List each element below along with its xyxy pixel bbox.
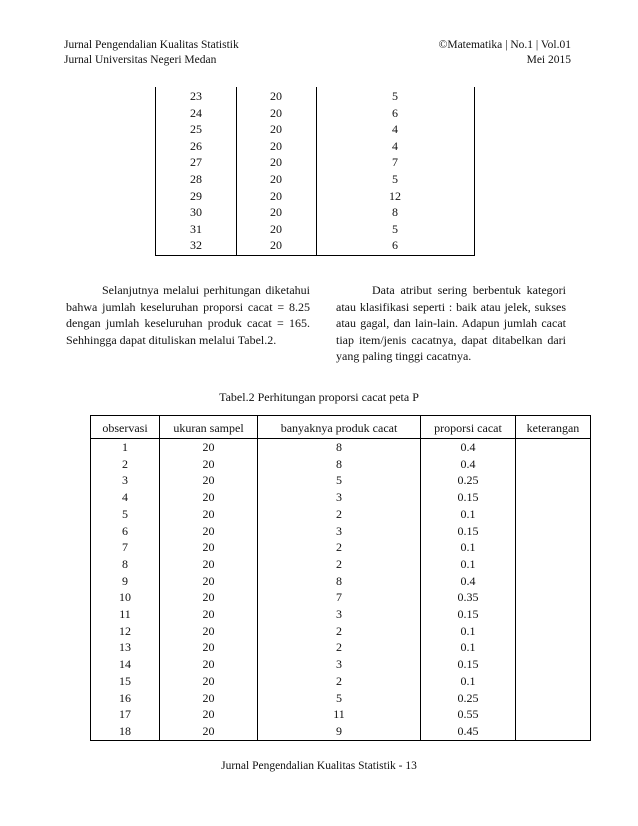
table-cell: 0.4 — [421, 439, 516, 456]
table-cell: 20 — [160, 539, 258, 556]
table-cell: 20 — [270, 89, 282, 103]
table-cell: 20 — [270, 205, 282, 220]
table-row — [91, 556, 591, 573]
table-cell: 13 — [91, 639, 160, 656]
table-row — [156, 88, 474, 105]
table-cell: 5 — [258, 472, 421, 489]
table-cell: 2 — [258, 556, 421, 573]
table-cell: 5 — [258, 690, 421, 707]
table-cell: 15 — [91, 673, 160, 690]
remark-cell — [516, 690, 591, 707]
remark-cell — [516, 439, 591, 456]
table-cell: 32 — [190, 238, 202, 253]
left-column-text — [66, 282, 310, 348]
paragraph: Data atribut sering berbentuk kategori atau klasifikasi seperti : baik atau jelek, sukses atau gagal, dan lain-lain. Adapun jumlah cacat tiap item/jenis cacatnya, dapat ditabelkan dari yang paling tinggi cacatnya. — [336, 283, 566, 364]
table-cell: 20 — [160, 706, 258, 723]
table-row — [156, 138, 474, 155]
column-header: observasi — [91, 416, 160, 439]
table-cell: 20 — [160, 606, 258, 623]
table-cell: 12 — [389, 188, 401, 203]
remark-cell — [516, 456, 591, 473]
remark-cell — [516, 506, 591, 523]
table-cell: 28 — [190, 172, 202, 186]
remark-cell — [516, 606, 591, 623]
table-cell: 20 — [270, 238, 282, 253]
table-cell: 0.25 — [421, 690, 516, 707]
table-cell: 4 — [392, 122, 398, 137]
table-cell: 0.1 — [421, 539, 516, 556]
table-cell: 20 — [270, 138, 282, 153]
table-row — [156, 121, 474, 138]
table-cell: 20 — [270, 155, 282, 170]
table-cell: 9 — [91, 573, 160, 590]
table-cell: 20 — [160, 723, 258, 740]
table-cell: 20 — [160, 573, 258, 590]
table-row — [91, 439, 591, 456]
column-header: ukuran sampel — [160, 416, 258, 439]
table-row — [156, 221, 474, 238]
table-row — [91, 506, 591, 523]
table-row — [91, 623, 591, 640]
table-cell: 6 — [392, 238, 398, 253]
table-cell: 20 — [160, 439, 258, 456]
table-cell: 7 — [392, 155, 398, 170]
remark-cell — [516, 523, 591, 540]
remark-cell — [516, 539, 591, 556]
table-cell: 1 — [91, 439, 160, 456]
table-row — [91, 472, 591, 489]
table-cell: 20 — [160, 639, 258, 656]
table-row — [91, 589, 591, 606]
table-cell: 8 — [258, 456, 421, 473]
remark-cell — [516, 589, 591, 606]
table-cell: 6 — [392, 105, 398, 120]
defect-table-continuation — [155, 87, 475, 256]
table-cell: 0.55 — [421, 706, 516, 723]
table-cell: 8 — [91, 556, 160, 573]
table-cell: 7 — [91, 539, 160, 556]
table-cell: 5 — [392, 89, 398, 103]
remark-cell — [516, 723, 591, 740]
table-cell: 20 — [160, 690, 258, 707]
table-cell: 3 — [258, 606, 421, 623]
remark-cell — [516, 656, 591, 673]
table-cell: 5 — [392, 172, 398, 186]
table-cell: 18 — [91, 723, 160, 740]
table-cell: 17 — [91, 706, 160, 723]
table-cell: 0.1 — [421, 506, 516, 523]
table-cell: 11 — [258, 706, 421, 723]
table-row — [91, 639, 591, 656]
remark-cell — [516, 623, 591, 640]
table-cell: 3 — [258, 523, 421, 540]
table-row — [156, 237, 474, 254]
table-cell: 4 — [392, 138, 398, 153]
table-cell: 0.15 — [421, 606, 516, 623]
table-row — [91, 656, 591, 673]
table-header-row — [91, 416, 591, 439]
table-cell: 0.1 — [421, 639, 516, 656]
table-cell: 0.4 — [421, 573, 516, 590]
table-cell: 0.1 — [421, 556, 516, 573]
journal-volume: ©Matematika | No.1 | Vol.01 — [438, 39, 571, 51]
table-cell: 20 — [270, 221, 282, 236]
table-cell: 20 — [160, 456, 258, 473]
table-cell: 14 — [91, 656, 160, 673]
table-cell: 25 — [190, 122, 202, 137]
table-cell: 20 — [160, 589, 258, 606]
table-cell: 12 — [91, 623, 160, 640]
table-cell: 4 — [91, 489, 160, 506]
table-cell: 26 — [190, 138, 202, 153]
table-cell: 0.25 — [421, 472, 516, 489]
table-cell: 5 — [392, 221, 398, 236]
running-header-right — [439, 38, 571, 68]
table-cell: 10 — [91, 589, 160, 606]
table-cell: 0.15 — [421, 523, 516, 540]
table-row — [91, 573, 591, 590]
table-row — [156, 171, 474, 188]
table-cell: 20 — [270, 105, 282, 120]
table-cell: 20 — [160, 523, 258, 540]
table-cell: 20 — [160, 506, 258, 523]
table-cell: 24 — [190, 105, 202, 120]
table-row — [156, 188, 474, 205]
table-cell: 0.15 — [421, 489, 516, 506]
table-cell: 3 — [91, 472, 160, 489]
remark-cell — [516, 673, 591, 690]
table-cell: 2 — [91, 456, 160, 473]
table-cell: 31 — [190, 221, 202, 236]
table-row — [91, 706, 591, 723]
table-cell: 0.1 — [421, 673, 516, 690]
table-cell: 20 — [270, 188, 282, 203]
table-row — [156, 204, 474, 221]
remark-cell — [516, 472, 591, 489]
column-header: banyaknya produk cacat — [258, 416, 421, 439]
table-cell: 20 — [160, 556, 258, 573]
table-caption: Tabel.2 Perhitungan proporsi cacat peta P — [219, 390, 419, 404]
remark-cell — [516, 556, 591, 573]
table-cell: 20 — [160, 489, 258, 506]
remark-cell — [516, 573, 591, 590]
paragraph: Selanjutnya melalui perhitungan diketahui bahwa jumlah keseluruhan proporsi cacat = 8.25 dengan jumlah keseluruhan produk cacat = 165. Sehhingga dapat dituliskan melalui Tabel.2. — [66, 283, 310, 347]
table-cell: 0.15 — [421, 656, 516, 673]
table-cell: 3 — [258, 656, 421, 673]
running-header-left — [64, 38, 239, 68]
table-cell: 2 — [258, 639, 421, 656]
table-cell: 8 — [258, 573, 421, 590]
table-cell: 5 — [91, 506, 160, 523]
table-cell: 2 — [258, 506, 421, 523]
table-cell: 30 — [190, 205, 202, 220]
column-header: keterangan — [516, 416, 591, 439]
table-cell: 7 — [258, 589, 421, 606]
table-cell: 0.35 — [421, 589, 516, 606]
table-row — [91, 539, 591, 556]
table-cell: 0.45 — [421, 723, 516, 740]
table-row — [91, 489, 591, 506]
table-cell: 11 — [91, 606, 160, 623]
table-row — [91, 523, 591, 540]
table-cell: 27 — [190, 155, 202, 170]
table-cell: 20 — [270, 172, 282, 186]
table-cell: 20 — [160, 673, 258, 690]
proportion-table — [90, 415, 591, 741]
table-cell: 8 — [258, 439, 421, 456]
table-row — [91, 690, 591, 707]
table-cell: 20 — [160, 656, 258, 673]
table-cell: 0.4 — [421, 456, 516, 473]
remark-cell — [516, 639, 591, 656]
table-cell: 6 — [91, 523, 160, 540]
table-row — [91, 456, 591, 473]
table-cell: 0.1 — [421, 623, 516, 640]
table-cell: 3 — [258, 489, 421, 506]
table-cell: 20 — [160, 623, 258, 640]
table-row — [91, 723, 591, 740]
table-cell: 9 — [258, 723, 421, 740]
table-cell: 16 — [91, 690, 160, 707]
journal-title: Jurnal Pengendalian Kualitas Statistik — [64, 39, 239, 51]
column-header: proporsi cacat — [421, 416, 516, 439]
table-cell: 20 — [160, 472, 258, 489]
table-row — [91, 673, 591, 690]
journal-publisher: Jurnal Universitas Negeri Medan — [64, 54, 217, 66]
journal-date: Mei 2015 — [526, 54, 571, 66]
table-row — [156, 154, 474, 171]
right-column-text — [336, 282, 566, 365]
remark-cell — [516, 706, 591, 723]
table-cell: 2 — [258, 673, 421, 690]
table-cell: 2 — [258, 539, 421, 556]
table-cell: 20 — [270, 122, 282, 137]
table-row — [156, 105, 474, 122]
table-cell: 2 — [258, 623, 421, 640]
table-cell: 23 — [190, 89, 202, 103]
table-cell: 8 — [392, 205, 398, 220]
remark-cell — [516, 489, 591, 506]
table-row — [91, 606, 591, 623]
page-footer: Jurnal Pengendalian Kualitas Statistik - 13 — [221, 760, 417, 772]
table-cell: 29 — [190, 188, 202, 203]
